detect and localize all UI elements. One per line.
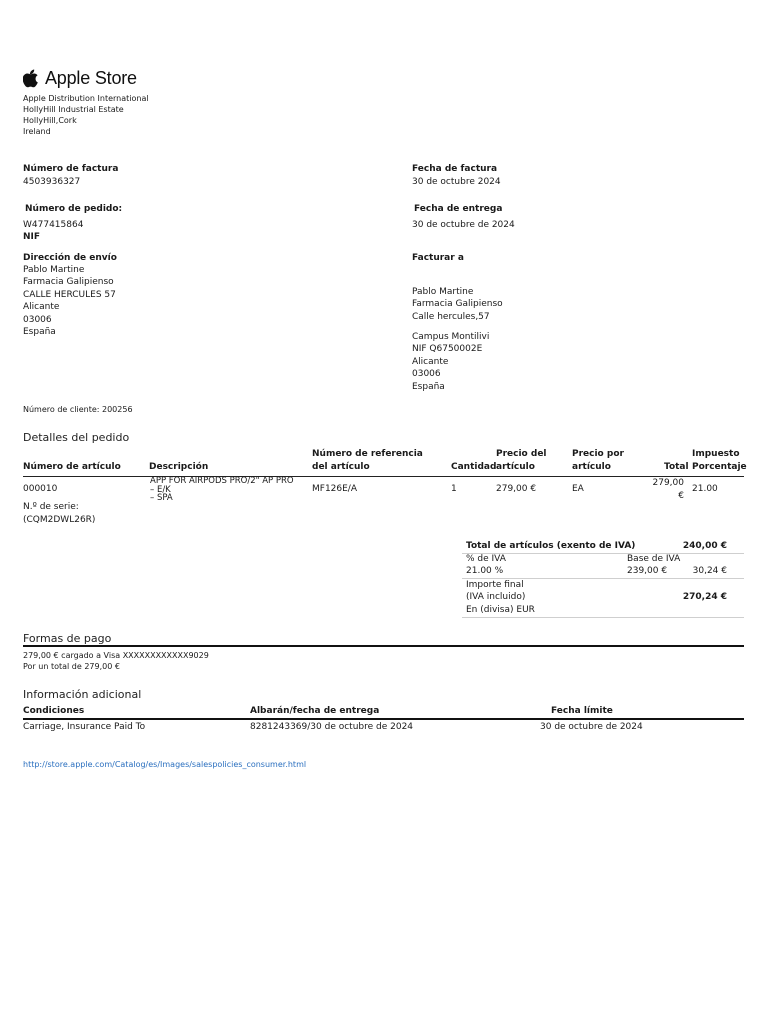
deadline-value: 30 de octubre de 2024 bbox=[540, 722, 643, 732]
seller-address-line: Ireland bbox=[23, 127, 51, 136]
additional-rule bbox=[23, 718, 744, 720]
final-label-line: En (divisa) EUR bbox=[466, 604, 535, 615]
payment-lines bbox=[23, 651, 209, 672]
item-description-line: – E/K bbox=[150, 484, 171, 495]
item-description bbox=[150, 477, 294, 503]
shipping-label: Dirección de envío bbox=[23, 253, 117, 263]
invoice-number: 4503936327 bbox=[23, 177, 81, 187]
serial-value: (CQM2DWL26R) bbox=[23, 515, 96, 525]
subtotal-value: 240,00 € bbox=[682, 541, 727, 551]
billing-line: Campus Montilivi bbox=[412, 332, 490, 342]
th-quantity: Cantidad bbox=[451, 462, 497, 472]
item-description-line: – SPA bbox=[150, 493, 173, 504]
invoice-date-label: Fecha de factura bbox=[412, 164, 498, 174]
item-number: 000010 bbox=[23, 484, 58, 494]
shipping-line: CALLE HERCULES 57 bbox=[23, 289, 116, 300]
item-description-line: APP FOR AIRPODS PRO/2" AP PRO bbox=[150, 476, 294, 486]
brand-name: Apple Store bbox=[45, 68, 137, 88]
th-conditions: Condiciones bbox=[23, 706, 85, 716]
shipping-line: Alicante bbox=[23, 302, 60, 313]
billing-address-b bbox=[412, 331, 489, 393]
seller-address-line: HollyHill,Cork bbox=[23, 116, 77, 125]
serial-label: N.º de serie: bbox=[23, 502, 79, 512]
payment-line: Por un total de 279,00 € bbox=[23, 661, 120, 671]
order-number-label: Número de pedido: bbox=[25, 204, 123, 214]
seller-address-line: HollyHill Industrial Estate bbox=[23, 105, 124, 114]
th-delivery-note: Albarán/fecha de entrega bbox=[250, 706, 380, 716]
apple-logo-icon bbox=[23, 69, 39, 88]
shipping-address bbox=[23, 264, 116, 338]
billing-address-a bbox=[412, 286, 503, 323]
th-unit-price: Precio del artículo bbox=[496, 449, 547, 472]
th-ref-number: Número de referencia del artículo bbox=[312, 449, 423, 472]
sales-policy-link[interactable]: http://store.apple.com/Catalog/es/Images/salespolicies_consumer.html bbox=[23, 760, 307, 769]
shipping-line: Pablo Martine bbox=[23, 265, 85, 275]
billing-line: Pablo Martine bbox=[412, 287, 474, 297]
th-total: Total bbox=[664, 462, 689, 472]
item-total bbox=[636, 477, 684, 502]
payment-line: 279,00 € cargado a Visa XXXXXXXXXXXX9029 bbox=[23, 651, 209, 660]
th-tax: Impuesto Porcentaje bbox=[692, 449, 747, 472]
billing-line: Calle hercules,57 bbox=[412, 311, 490, 322]
final-label-line: (IVA incluido) bbox=[466, 592, 526, 603]
billing-line: Farmacia Galipienso bbox=[412, 299, 503, 310]
vat-pct-label: % de IVA bbox=[466, 554, 506, 564]
condition-value: Carriage, Insurance Paid To bbox=[23, 722, 146, 732]
payment-rule bbox=[23, 645, 744, 647]
item-unit-price: 279,00 € bbox=[496, 484, 537, 494]
item-quantity: 1 bbox=[451, 484, 457, 494]
subtotal-label: Total de artículos (exento de IVA) bbox=[466, 541, 636, 551]
payment-title: Formas de pago bbox=[23, 632, 112, 645]
billing-label: Facturar a bbox=[412, 253, 464, 263]
vat-pct: 21.00 % bbox=[466, 566, 504, 576]
billing-line: España bbox=[412, 381, 445, 392]
th-description: Descripción bbox=[149, 462, 209, 472]
additional-title: Información adicional bbox=[23, 688, 142, 701]
order-number: W477415864 bbox=[23, 220, 84, 230]
vat-base-label: Base de IVA bbox=[627, 554, 681, 564]
th-price-per: Precio por artículo bbox=[572, 449, 624, 472]
billing-line: 03006 bbox=[412, 369, 441, 380]
item-total-amount: 279,00 bbox=[652, 478, 684, 488]
item-total-currency: € bbox=[678, 490, 684, 501]
th-item-number: Número de artículo bbox=[23, 462, 121, 472]
shipping-line: Farmacia Galipienso bbox=[23, 277, 114, 288]
nif-label: NIF bbox=[23, 232, 41, 242]
order-details-title: Detalles del pedido bbox=[23, 431, 130, 444]
invoice-date: 30 de octubre 2024 bbox=[412, 177, 501, 187]
delivery-date-label: Fecha de entrega bbox=[414, 204, 503, 214]
billing-line: Alicante bbox=[412, 356, 449, 367]
totals-divider bbox=[462, 617, 744, 618]
final-label bbox=[466, 579, 535, 616]
shipping-line: 03006 bbox=[23, 314, 52, 325]
delivery-date: 30 de octubre de 2024 bbox=[412, 220, 515, 230]
delivery-note-value: 8281243369/30 de octubre de 2024 bbox=[250, 722, 414, 732]
th-deadline: Fecha límite bbox=[551, 706, 613, 716]
shipping-line: España bbox=[23, 327, 56, 338]
seller-address bbox=[23, 93, 149, 137]
billing-line: NIF Q6750002E bbox=[412, 344, 483, 355]
item-price-per: EA bbox=[572, 484, 584, 494]
brand-logo bbox=[23, 68, 137, 89]
vat-base: 239,00 € bbox=[627, 566, 668, 576]
seller-address-line: Apple Distribution International bbox=[23, 94, 149, 103]
final-value: 270,24 € bbox=[682, 592, 727, 602]
final-label-line: Importe final bbox=[466, 580, 524, 590]
vat-amount: 30,24 € bbox=[692, 566, 727, 576]
item-ref-number: MF126E/A bbox=[312, 484, 357, 494]
customer-number: Número de cliente: 200256 bbox=[23, 405, 133, 414]
item-tax: 21.00 bbox=[692, 484, 718, 494]
invoice-number-label: Número de factura bbox=[23, 164, 119, 174]
